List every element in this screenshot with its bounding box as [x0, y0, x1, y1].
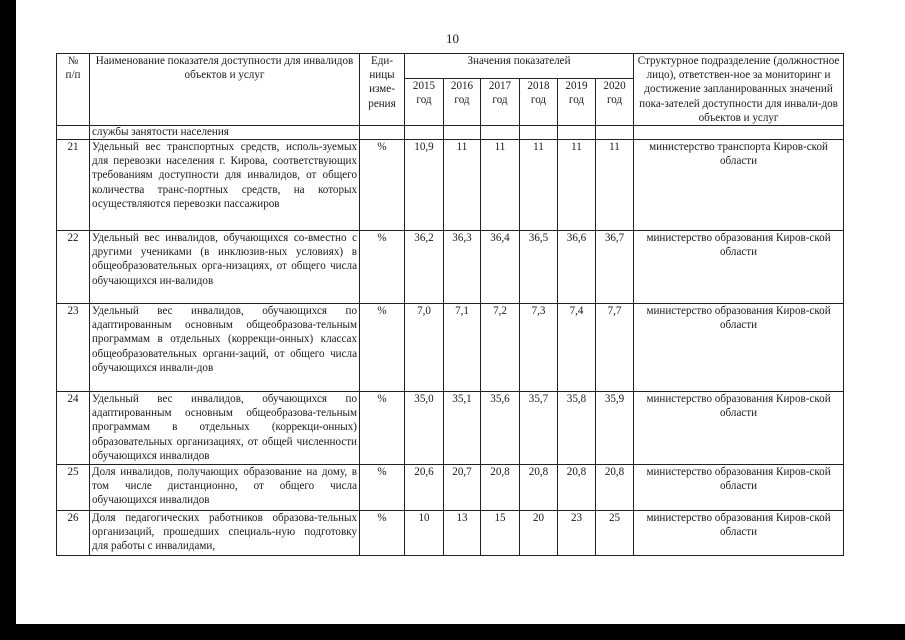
continuation-cell: [634, 126, 844, 140]
table-row: [57, 392, 844, 465]
indicator-name: Удельный вес инвалидов, обучающихся по адаптированным основным общеобразова-тельным программам в отдельных (коррекци-онных) классах общеобразовательных органи-заций, от общего числа обучающихся инвали-дов: [90, 304, 360, 392]
value-cell: 11: [520, 140, 558, 231]
row-number: 24: [57, 392, 90, 465]
table-row: [57, 465, 844, 511]
value-cell: 36,6: [558, 231, 596, 304]
header-year: 2018 год: [520, 78, 558, 125]
value-cell: 20,7: [444, 465, 481, 511]
row-number: 26: [57, 511, 90, 556]
header-num: № п/п: [57, 54, 90, 126]
scan-left-edge: [0, 0, 16, 640]
value-cell: 20,8: [481, 465, 520, 511]
value-cell: 11: [558, 140, 596, 231]
unit-cell: %: [360, 231, 405, 304]
value-cell: 36,3: [444, 231, 481, 304]
unit-cell: %: [360, 392, 405, 465]
continuation-num-cell: [57, 126, 90, 140]
value-cell: 7,7: [596, 304, 634, 392]
continuation-cell: [558, 126, 596, 140]
header-values-group: Значения показателей: [405, 54, 634, 79]
value-cell: 11: [444, 140, 481, 231]
value-cell: 20,8: [596, 465, 634, 511]
value-cell: 35,6: [481, 392, 520, 465]
responsible-dept: министерство образования Киров-ской области: [634, 511, 844, 556]
header-year: 2020 год: [596, 78, 634, 125]
value-cell: 7,2: [481, 304, 520, 392]
continuation-cell: [596, 126, 634, 140]
value-cell: 20,6: [405, 465, 444, 511]
responsible-dept: министерство образования Киров-ской области: [634, 392, 844, 465]
indicator-name: Удельный вес транспортных средств, исполь-зуемых для перевозки населения г. Кирова, соответствующих требованиям доступности для инвалидов, от общего количества транс-портных средств, на которых осуществляются перевозки пассажиров: [90, 140, 360, 231]
value-cell: 35,1: [444, 392, 481, 465]
table-row: [57, 140, 844, 231]
value-cell: 25: [596, 511, 634, 556]
scan-bottom-edge: [0, 624, 905, 640]
continuation-cell: [481, 126, 520, 140]
value-cell: 10,9: [405, 140, 444, 231]
value-cell: 7,0: [405, 304, 444, 392]
unit-cell: %: [360, 465, 405, 511]
header-name: Наименование показателя доступности для инвалидов объектов и услуг: [90, 54, 360, 126]
row-number: 22: [57, 231, 90, 304]
indicator-name: Доля инвалидов, получающих образование на дому, в том числе дистанционно, от общего числа обучающихся инвалидов: [90, 465, 360, 511]
value-cell: 36,5: [520, 231, 558, 304]
value-cell: 35,7: [520, 392, 558, 465]
value-cell: 20,8: [558, 465, 596, 511]
indicator-name: Удельный вес инвалидов, обучающихся по адаптированным основным общеобразова-тельным программам в отдельных (коррекци-онных) образовательных организациях, от общей численности обучающихся инвалидов: [90, 392, 360, 465]
responsible-dept: министерство образования Киров-ской области: [634, 465, 844, 511]
value-cell: 13: [444, 511, 481, 556]
value-cell: 10: [405, 511, 444, 556]
value-cell: 20,8: [520, 465, 558, 511]
value-cell: 7,1: [444, 304, 481, 392]
value-cell: 36,4: [481, 231, 520, 304]
value-cell: 20: [520, 511, 558, 556]
value-cell: 7,3: [520, 304, 558, 392]
value-cell: 35,0: [405, 392, 444, 465]
value-cell: 36,2: [405, 231, 444, 304]
header-unit: Еди- ницы изме- рения: [360, 54, 405, 126]
table-row: [57, 511, 844, 556]
continuation-cell: [444, 126, 481, 140]
table-row: [57, 304, 844, 392]
indicators-table: [56, 53, 844, 556]
header-year: 2017 год: [481, 78, 520, 125]
header-responsible: Структурное подразделение (должностное лицо), ответствен-ное за мониторинг и достижение запланированных значений пока-зателей доступности для инвали-дов объектов и услуг: [634, 54, 844, 126]
table-row: [57, 231, 844, 304]
responsible-dept: министерство образования Киров-ской области: [634, 231, 844, 304]
responsible-dept: министерство образования Киров-ской области: [634, 304, 844, 392]
continuation-text: службы занятости населения: [90, 126, 360, 140]
indicator-name: Удельный вес инвалидов, обучающихся со-вместно с другими учениками (в инклюзив-ных условиях) в общеобразовательных орга-низациях, от общего числа обучающихся ин-валидов: [90, 231, 360, 304]
value-cell: 11: [596, 140, 634, 231]
row-number: 25: [57, 465, 90, 511]
continuation-cell: [360, 126, 405, 140]
responsible-dept: министерство транспорта Киров-ской области: [634, 140, 844, 231]
value-cell: 7,4: [558, 304, 596, 392]
row-number: 21: [57, 140, 90, 231]
header-year: 2016 год: [444, 78, 481, 125]
indicator-name: Доля педагогических работников образова-тельных организаций, прошедших специаль-ную подготовку для работы с инвалидами,: [90, 511, 360, 556]
continuation-row: [57, 126, 844, 140]
header-row-1: [57, 54, 844, 79]
header-year: 2015 год: [405, 78, 444, 125]
header-year: 2019 год: [558, 78, 596, 125]
value-cell: 11: [481, 140, 520, 231]
row-number: 23: [57, 304, 90, 392]
value-cell: 23: [558, 511, 596, 556]
value-cell: 35,9: [596, 392, 634, 465]
unit-cell: %: [360, 140, 405, 231]
value-cell: 36,7: [596, 231, 634, 304]
page-number: 10: [446, 31, 459, 46]
value-cell: 15: [481, 511, 520, 556]
continuation-cell: [405, 126, 444, 140]
continuation-cell: [520, 126, 558, 140]
unit-cell: %: [360, 304, 405, 392]
unit-cell: %: [360, 511, 405, 556]
value-cell: 35,8: [558, 392, 596, 465]
